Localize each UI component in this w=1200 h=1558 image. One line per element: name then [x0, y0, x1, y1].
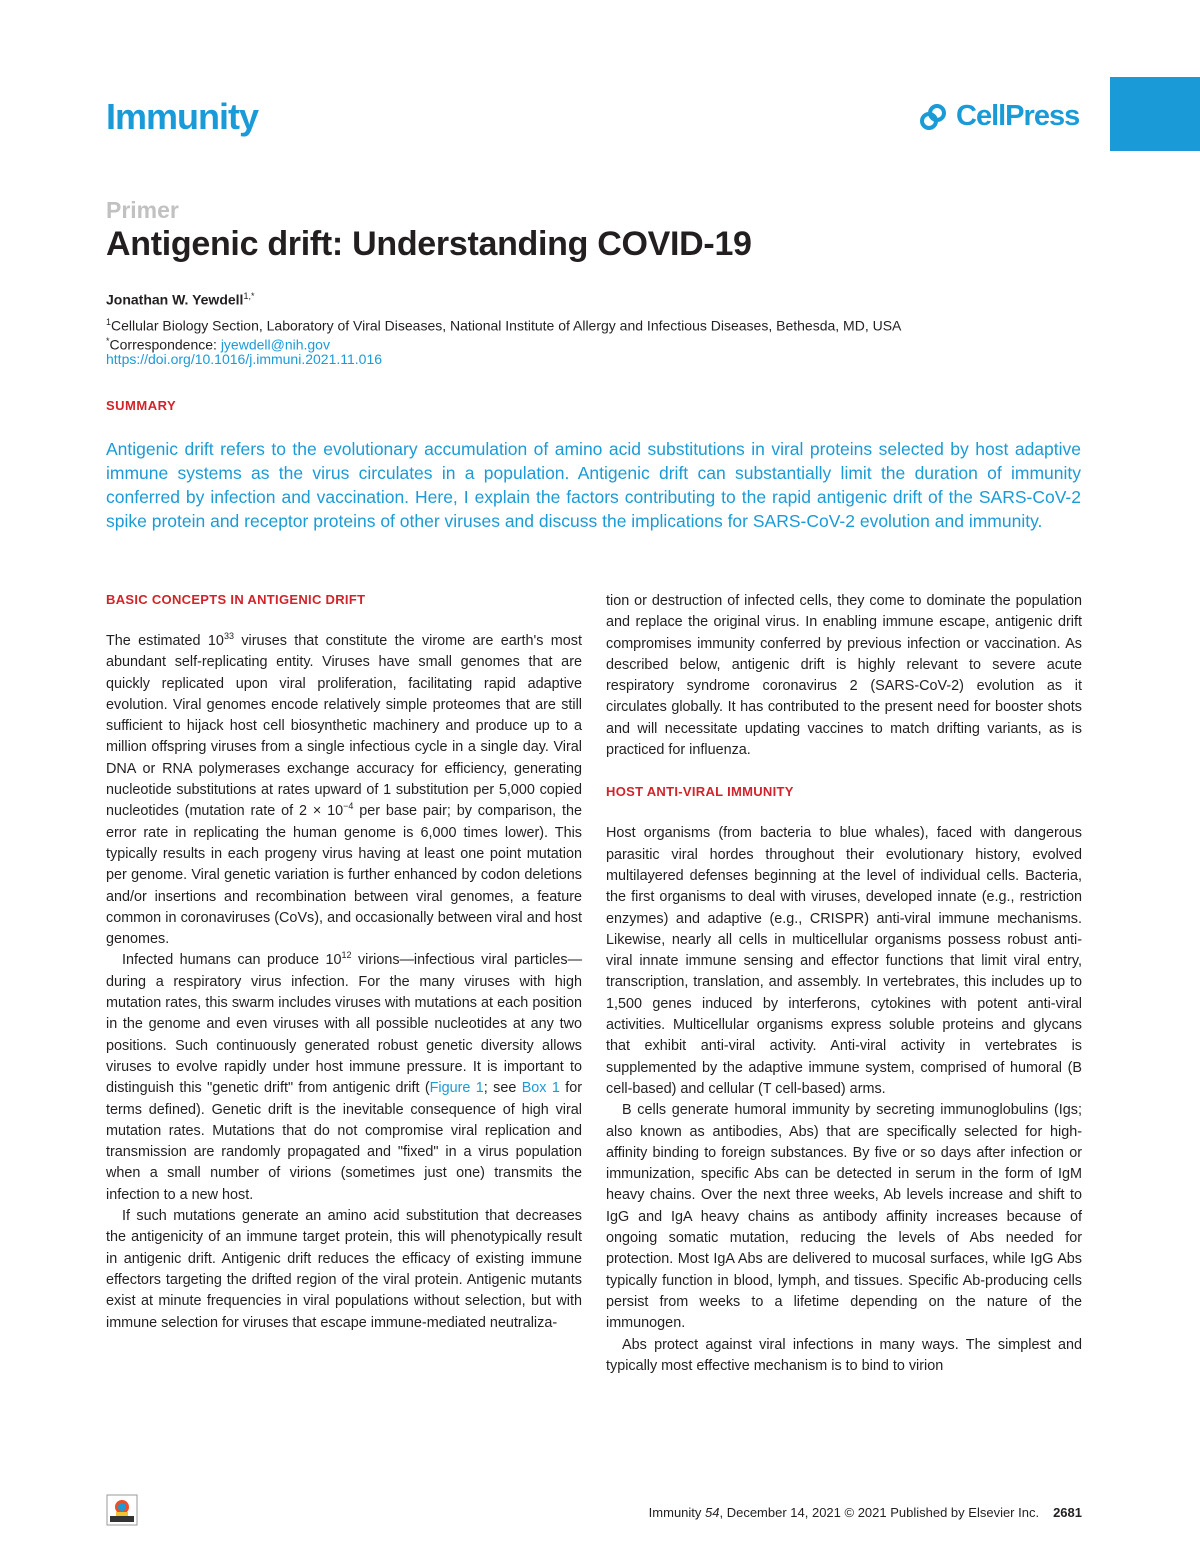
p2-sup: 12 — [341, 950, 352, 961]
p1-text-c: per base pair; by comparison, the error rate in replicating the human genome is 6,000 times lower). This typically results in each progeny virus having at least one point mutation per genome. Viral genetic variation is further enhanced by codon deletions and/or insertions and recombination between viral genomes, a feature common in coronaviruses (CoVs), and occasionally between viral and host genomes. — [106, 803, 582, 948]
body-column-left — [106, 591, 582, 1334]
article-title: Antigenic drift: Understanding COVID-19 — [106, 225, 752, 263]
paragraph-2 — [106, 950, 582, 1206]
section-heading-basic-concepts: BASIC CONCEPTS IN ANTIGENIC DRIFT — [106, 592, 366, 607]
cellpress-icon — [918, 102, 948, 132]
body-column-right — [606, 591, 1082, 1377]
figure-1-link[interactable]: Figure 1 — [429, 1080, 484, 1097]
affiliation-mark: 1 — [106, 317, 112, 327]
summary-text: Antigenic drift refers to the evolutionary accumulation of amino acid substitutions in viral proteins selected by host adaptive immune systems as the virus circulates in a population. Antigenic drift can substantially limit the duration of immunity conferred by infection and vaccination. Here, I explain the factors contributing to the rapid antigenic drift of the SARS-CoV-2 spike protein and receptor proteins of other viruses and discuss the implications for SARS-CoV-2 evolution and immunity. — [106, 439, 1081, 531]
correspondence-label: Correspondence: — [109, 336, 221, 353]
journal-logo: Immunity — [106, 96, 259, 137]
journal-color-tab — [1110, 77, 1200, 151]
p2-text-d: for terms defined). Genetic drift is the inevitable consequence of high viral mutation rates. Mutations that do not compromise viral replication and transmission are randomly propagated and "fixed" in a virus population when a small number of virions (sometimes just one) transmits the infection to a new host. — [106, 1080, 583, 1203]
doi-link[interactable]: https://doi.org/10.1016/j.immuni.2021.11.016 — [106, 351, 383, 367]
publisher-name: CellPress — [956, 100, 1080, 132]
footer-volume: 54 — [705, 1505, 720, 1520]
author-name: Jonathan W. Yewdell — [106, 291, 244, 308]
p2-text-c: ; see — [483, 1080, 522, 1097]
footer-journal: Immunity — [648, 1505, 706, 1520]
section-heading-host-immunity: HOST ANTI-VIRAL IMMUNITY — [606, 784, 794, 800]
footer-date-copyright: , December 14, 2021 © 2021 Published by Elsevier Inc. — [719, 1505, 1040, 1520]
paragraph-6: B cells generate humoral immunity by secreting immunoglobulins (Igs; also known as antibodies, Abs) that are specifically selected for high-affinity binding to foreign substances. By five or so days after infection or immunization, specific Abs can be detected in serum in the form of IgM heavy chains. Over the next three weeks, Ab levels increase and shift to IgG and IgA heavy chains as antibody affinity increases because of ongoing somatic mutation, reducing the levels of Abs needed for protection. Most IgA Abs are delivered to mucosal surfaces, while IgG Abs typically function in blood, lymph, and tissues. Specific Ab-producing cells persist from weeks to a lifetime depending on the nature of the immunogen. — [606, 1102, 1082, 1332]
p1-sup-1: 33 — [223, 631, 234, 642]
author-marks: 1,* — [243, 291, 255, 301]
paragraph-5: Host organisms (from bacteria to blue whales), faced with dangerous parasitic viral hordes throughout their evolutionary history, evolved multilayered defenses beginning at the level of individual cells. Bacteria, the first organisms to deal with viruses, developed innate (e.g., restriction enzymes) and adaptive (e.g., CRISPR) anti-viral immune mechanisms. Likewise, nearly all cells in multicellular organisms possess robust anti-viral innate immune sensing and effector functions that limit viral entry, transcription, translation, and assembly. In vertebrates, this includes up to 1,500 genes induced by interferons, cytokines with potent anti-viral activities. Multicellular organisms express soluble proteins and glycans that exhibit anti-viral activity. Anti-viral activity in vertebrates is supplemented by the adaptive immune system, comprised of humoral (B cell-based) and cellular (T cell-based) arms. — [606, 825, 1082, 1097]
paragraph-3: If such mutations generate an amino acid substitution that decreases the antigenicity of an immune target protein, this will phenotypically result in antigenic drift. Antigenic drift reduces the efficacy of existing immune effectors targeting the drifted region of the viral protein. Antigenic mutants exist at minute frequencies in viral populations without selection, but with immune selection for viruses that escape immune-mediated neutraliza- — [106, 1208, 582, 1331]
p1-sup-2: −4 — [343, 801, 354, 812]
paragraph-7: Abs protect against viral infections in many ways. The simplest and typically most effective mechanism is to bind to virion — [606, 1336, 1082, 1374]
p2-text-b: virions—infectious viral particles—during a respiratory virus infection. For the many viruses with high mutation rates, this swarm includes viruses with mutations at each position in the genome and even viruses with all possible nucleotides at any two positions. Such continuously generated robust genetic diversity allows viruses to evolve rapidly under host immune pressure. It is important to distinguish this "genetic drift" from antigenic drift ( — [106, 952, 582, 1097]
page-number: 2681 — [1053, 1505, 1082, 1520]
affiliation-text: Cellular Biology Section, Laboratory of Viral Diseases, National Institute of Allergy and Infectious Diseases, Bethesda, MD, USA — [111, 317, 902, 334]
box-1-link[interactable]: Box 1 — [521, 1080, 560, 1097]
author-line — [106, 291, 254, 308]
correspondence-email-link[interactable]: jyewdell@nih.gov — [220, 336, 330, 353]
paragraph-4: tion or destruction of infected cells, they come to dominate the population and replace the original virus. In enabling immune escape, antigenic drift compromises immunity conferred by previous infection or vaccination. As described below, antigenic drift is highly relevant to severe acute respiratory syndrome coronavirus 2 (SARS-CoV-2) evolution as it circulates globally. It has contributed to the present need for booster shots and will necessitate updating vaccines to match drifting variants, as is practiced for influenza. — [606, 593, 1082, 759]
article-type: Primer — [106, 197, 179, 223]
publisher-logo — [918, 100, 1079, 133]
correspondence-mark: * — [106, 336, 110, 346]
p1-text-b: viruses that constitute the virome are earth's most abundant self-replicating entity. Viruses have small genomes that are quickly replicated upon viral proliferation, facilitating rapid adaptive evolution. Viral genomes encode relatively simple proteomes that are still sufficient to hijack host cell biosynthetic machinery and produce up to a million offspring viruses from a single infectious cycle in a single day. Viral DNA or RNA polymerases exchange accuracy for efficiency, generating nucleotide substitutions at rates upward of 1 substitution per 5,000 copied nucleotides (mutation rate of 2 × 10 — [106, 633, 582, 820]
paragraph-1 — [106, 631, 582, 950]
p2-text-a: Infected humans can produce 10 — [122, 952, 342, 969]
open-access-icon[interactable] — [106, 1494, 138, 1526]
summary-heading: SUMMARY — [106, 398, 177, 413]
p1-text-a: The estimated 10 — [106, 633, 224, 649]
footer-citation — [649, 1505, 1082, 1520]
